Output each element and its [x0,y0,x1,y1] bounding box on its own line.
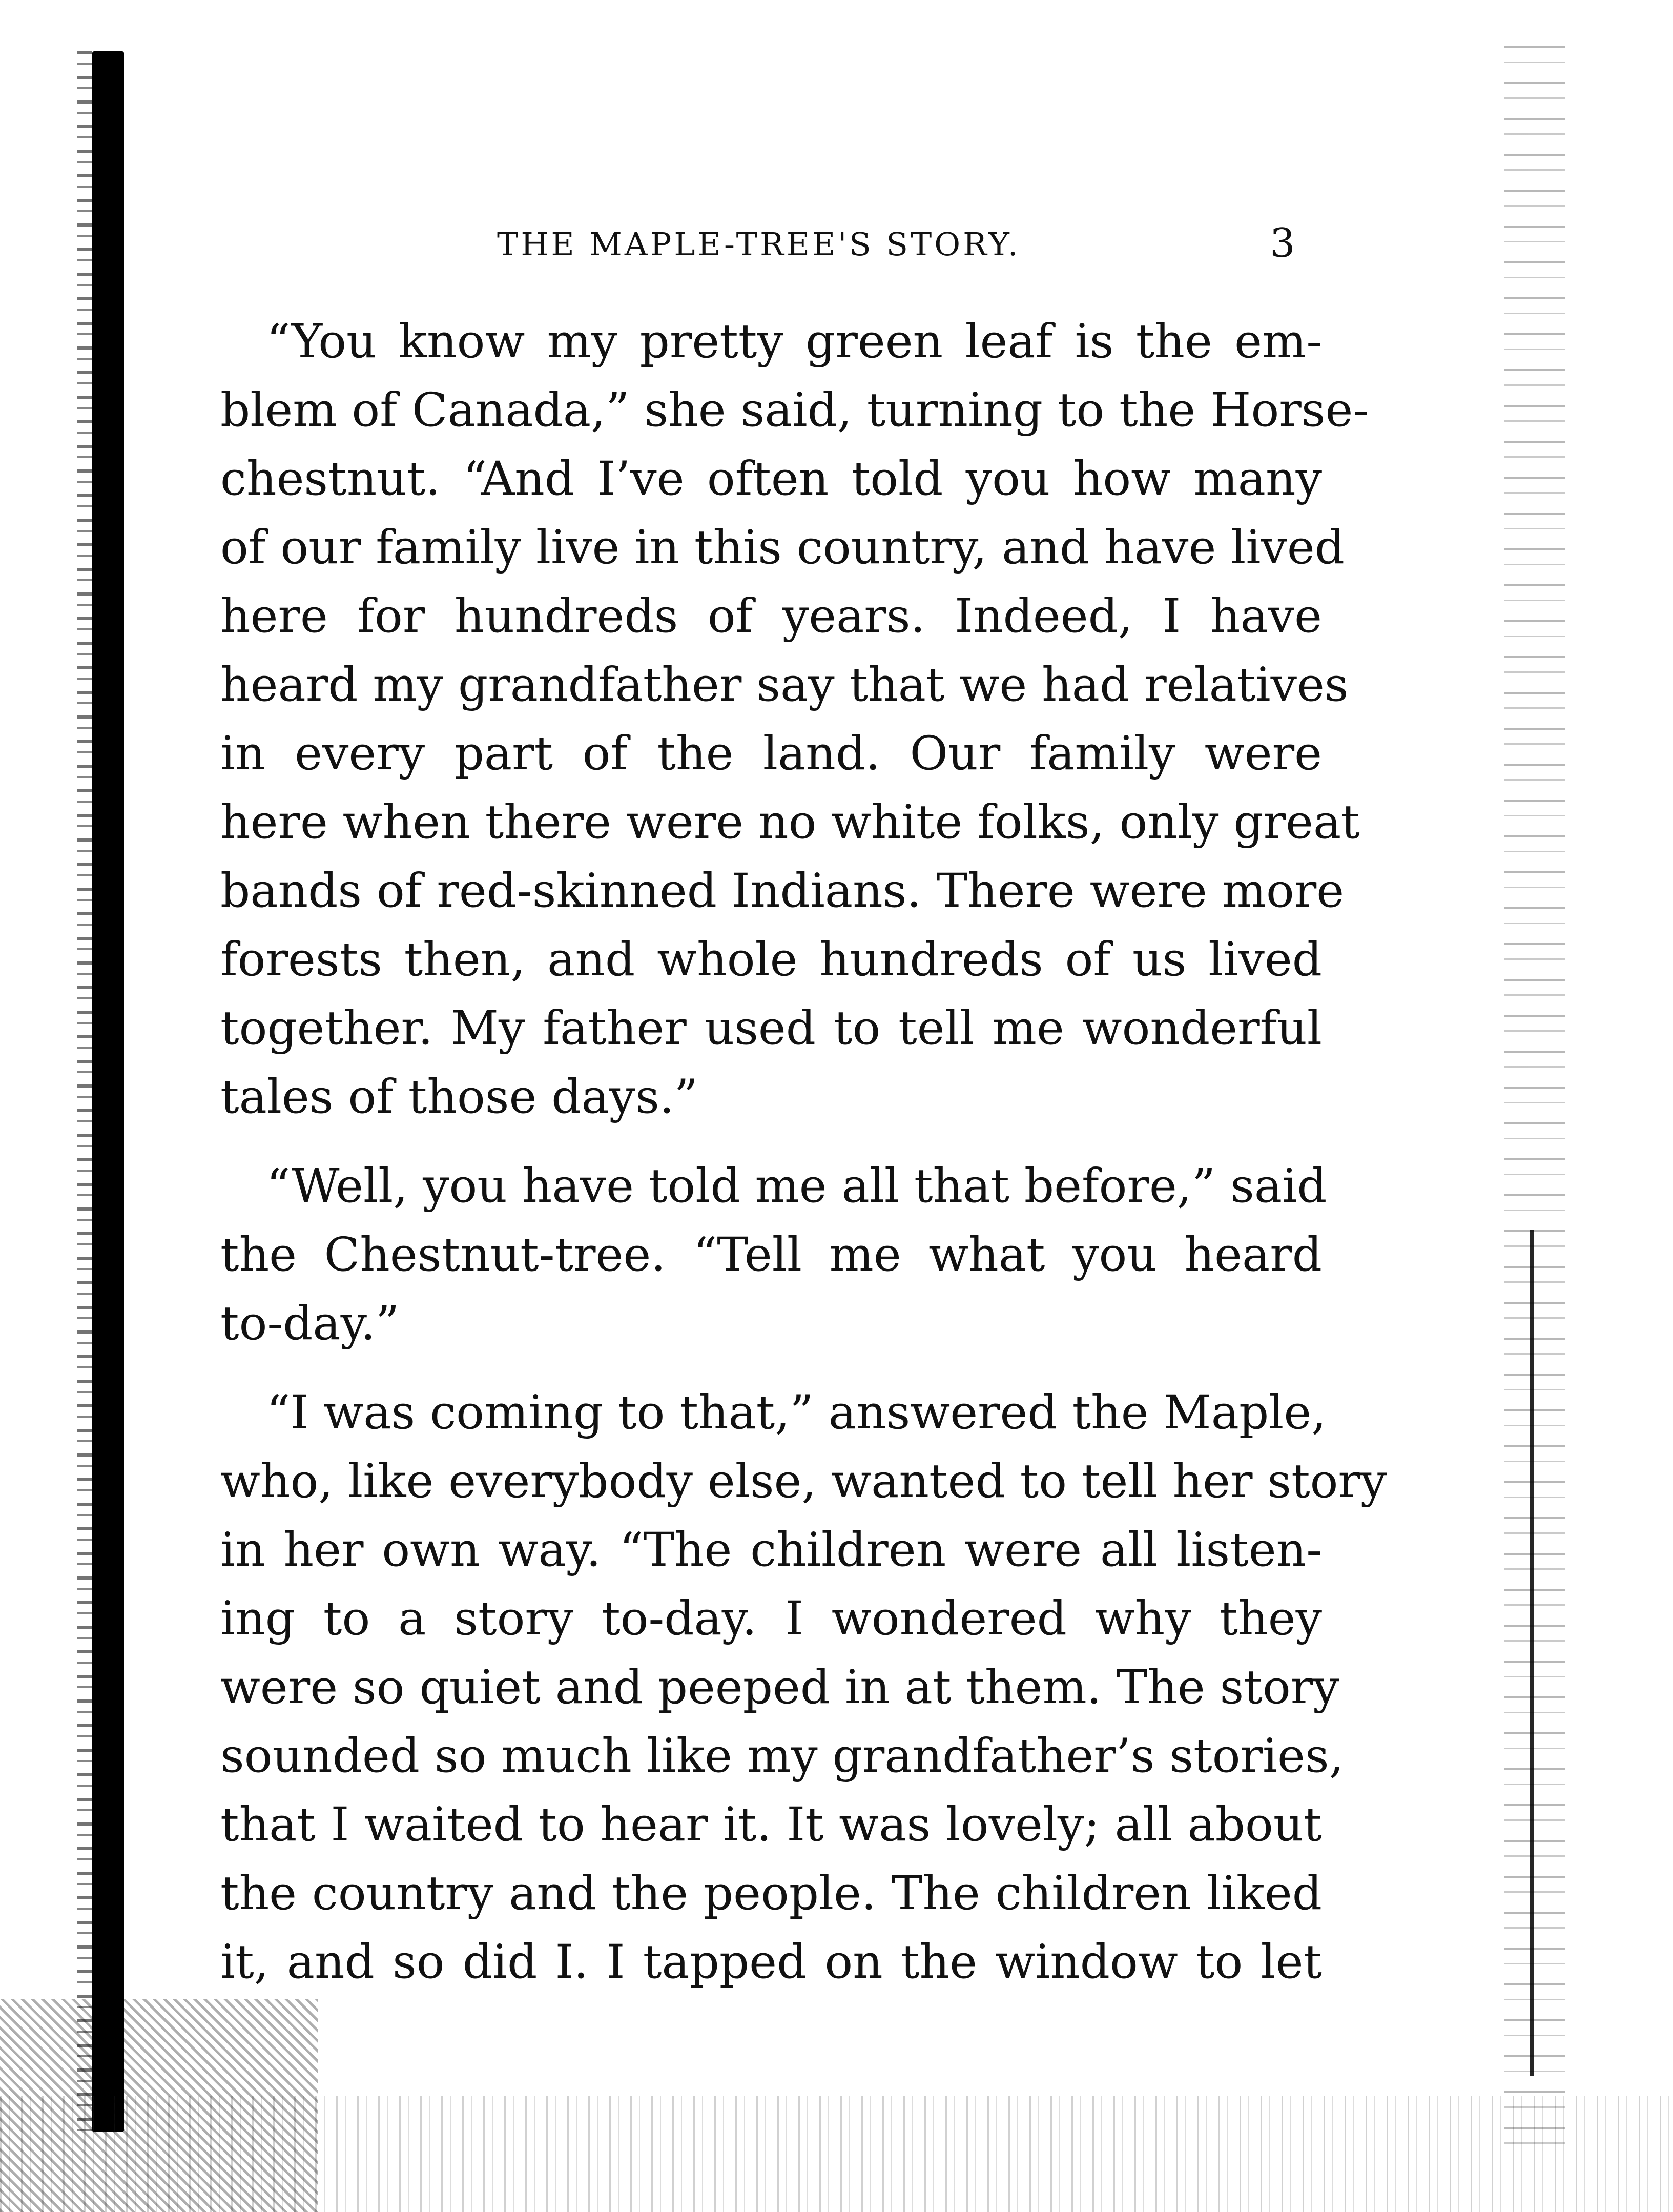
text-line: chestnut. “And I’ve often told you how many [220,452,1322,506]
text-line: tales of those days.” [220,1070,698,1124]
paragraph [220,1379,1387,1997]
text-line: of our family live in this country, and have lived [220,521,1345,575]
paragraph [220,308,1369,1132]
text-line: the country and the people. The children liked [220,1867,1322,1920]
text-line: blem of Canada,” she said, turning to the Horse- [220,383,1369,437]
text-line: in her own way. “The children were all listen- [220,1523,1322,1577]
right-edge-line [1530,1230,1534,2076]
paragraph [220,1152,1327,1358]
text-line: here when there were no white folks, only great [220,795,1360,849]
text-line: forests then, and whole hundreds of us lived [220,933,1322,987]
right-edge-noise [1504,46,1565,2147]
text-line: to-day.” [220,1297,400,1350]
text-line: bands of red-skinned Indians. There were more [220,864,1345,918]
text-line: together. My father used to tell me wonderful [220,1001,1322,1055]
text-line: “Well, you have told me all that before,” said [266,1159,1327,1213]
bottom-left-blot [0,1999,318,2212]
text-line: were so quiet and peeped in at them. The story [220,1661,1339,1714]
text-line: “You know my pretty green leaf is the em- [266,315,1322,368]
text-line: it, and so did I. I tapped on the window to let [220,1935,1322,1989]
text-line: here for hundreds of years. Indeed, I have [220,589,1322,643]
page-number: 3 [1270,220,1295,267]
text-line: heard my grandfather say that we had relatives [220,658,1349,712]
text-line: that I waited to hear it. It was lovely; all about [220,1798,1322,1852]
page-header [0,220,1673,272]
text-line: the Chestnut-tree. “Tell me what you heard [220,1228,1322,1282]
body-text [220,308,1387,1997]
spine-speckle [77,51,92,2132]
text-line: sounded so much like my grandfather’s stories, [220,1729,1344,1783]
page-spine-shadow [92,51,124,2132]
text-line: in every part of the land. Our family were [220,727,1322,781]
running-head: THE MAPLE-TREE'S STORY. [497,226,1021,263]
text-line: who, like everybody else, wanted to tell her story [220,1455,1387,1508]
text-line: ing to a story to-day. I wondered why they [220,1592,1322,1646]
text-line: “I was coming to that,” answered the Maple, [266,1386,1327,1440]
